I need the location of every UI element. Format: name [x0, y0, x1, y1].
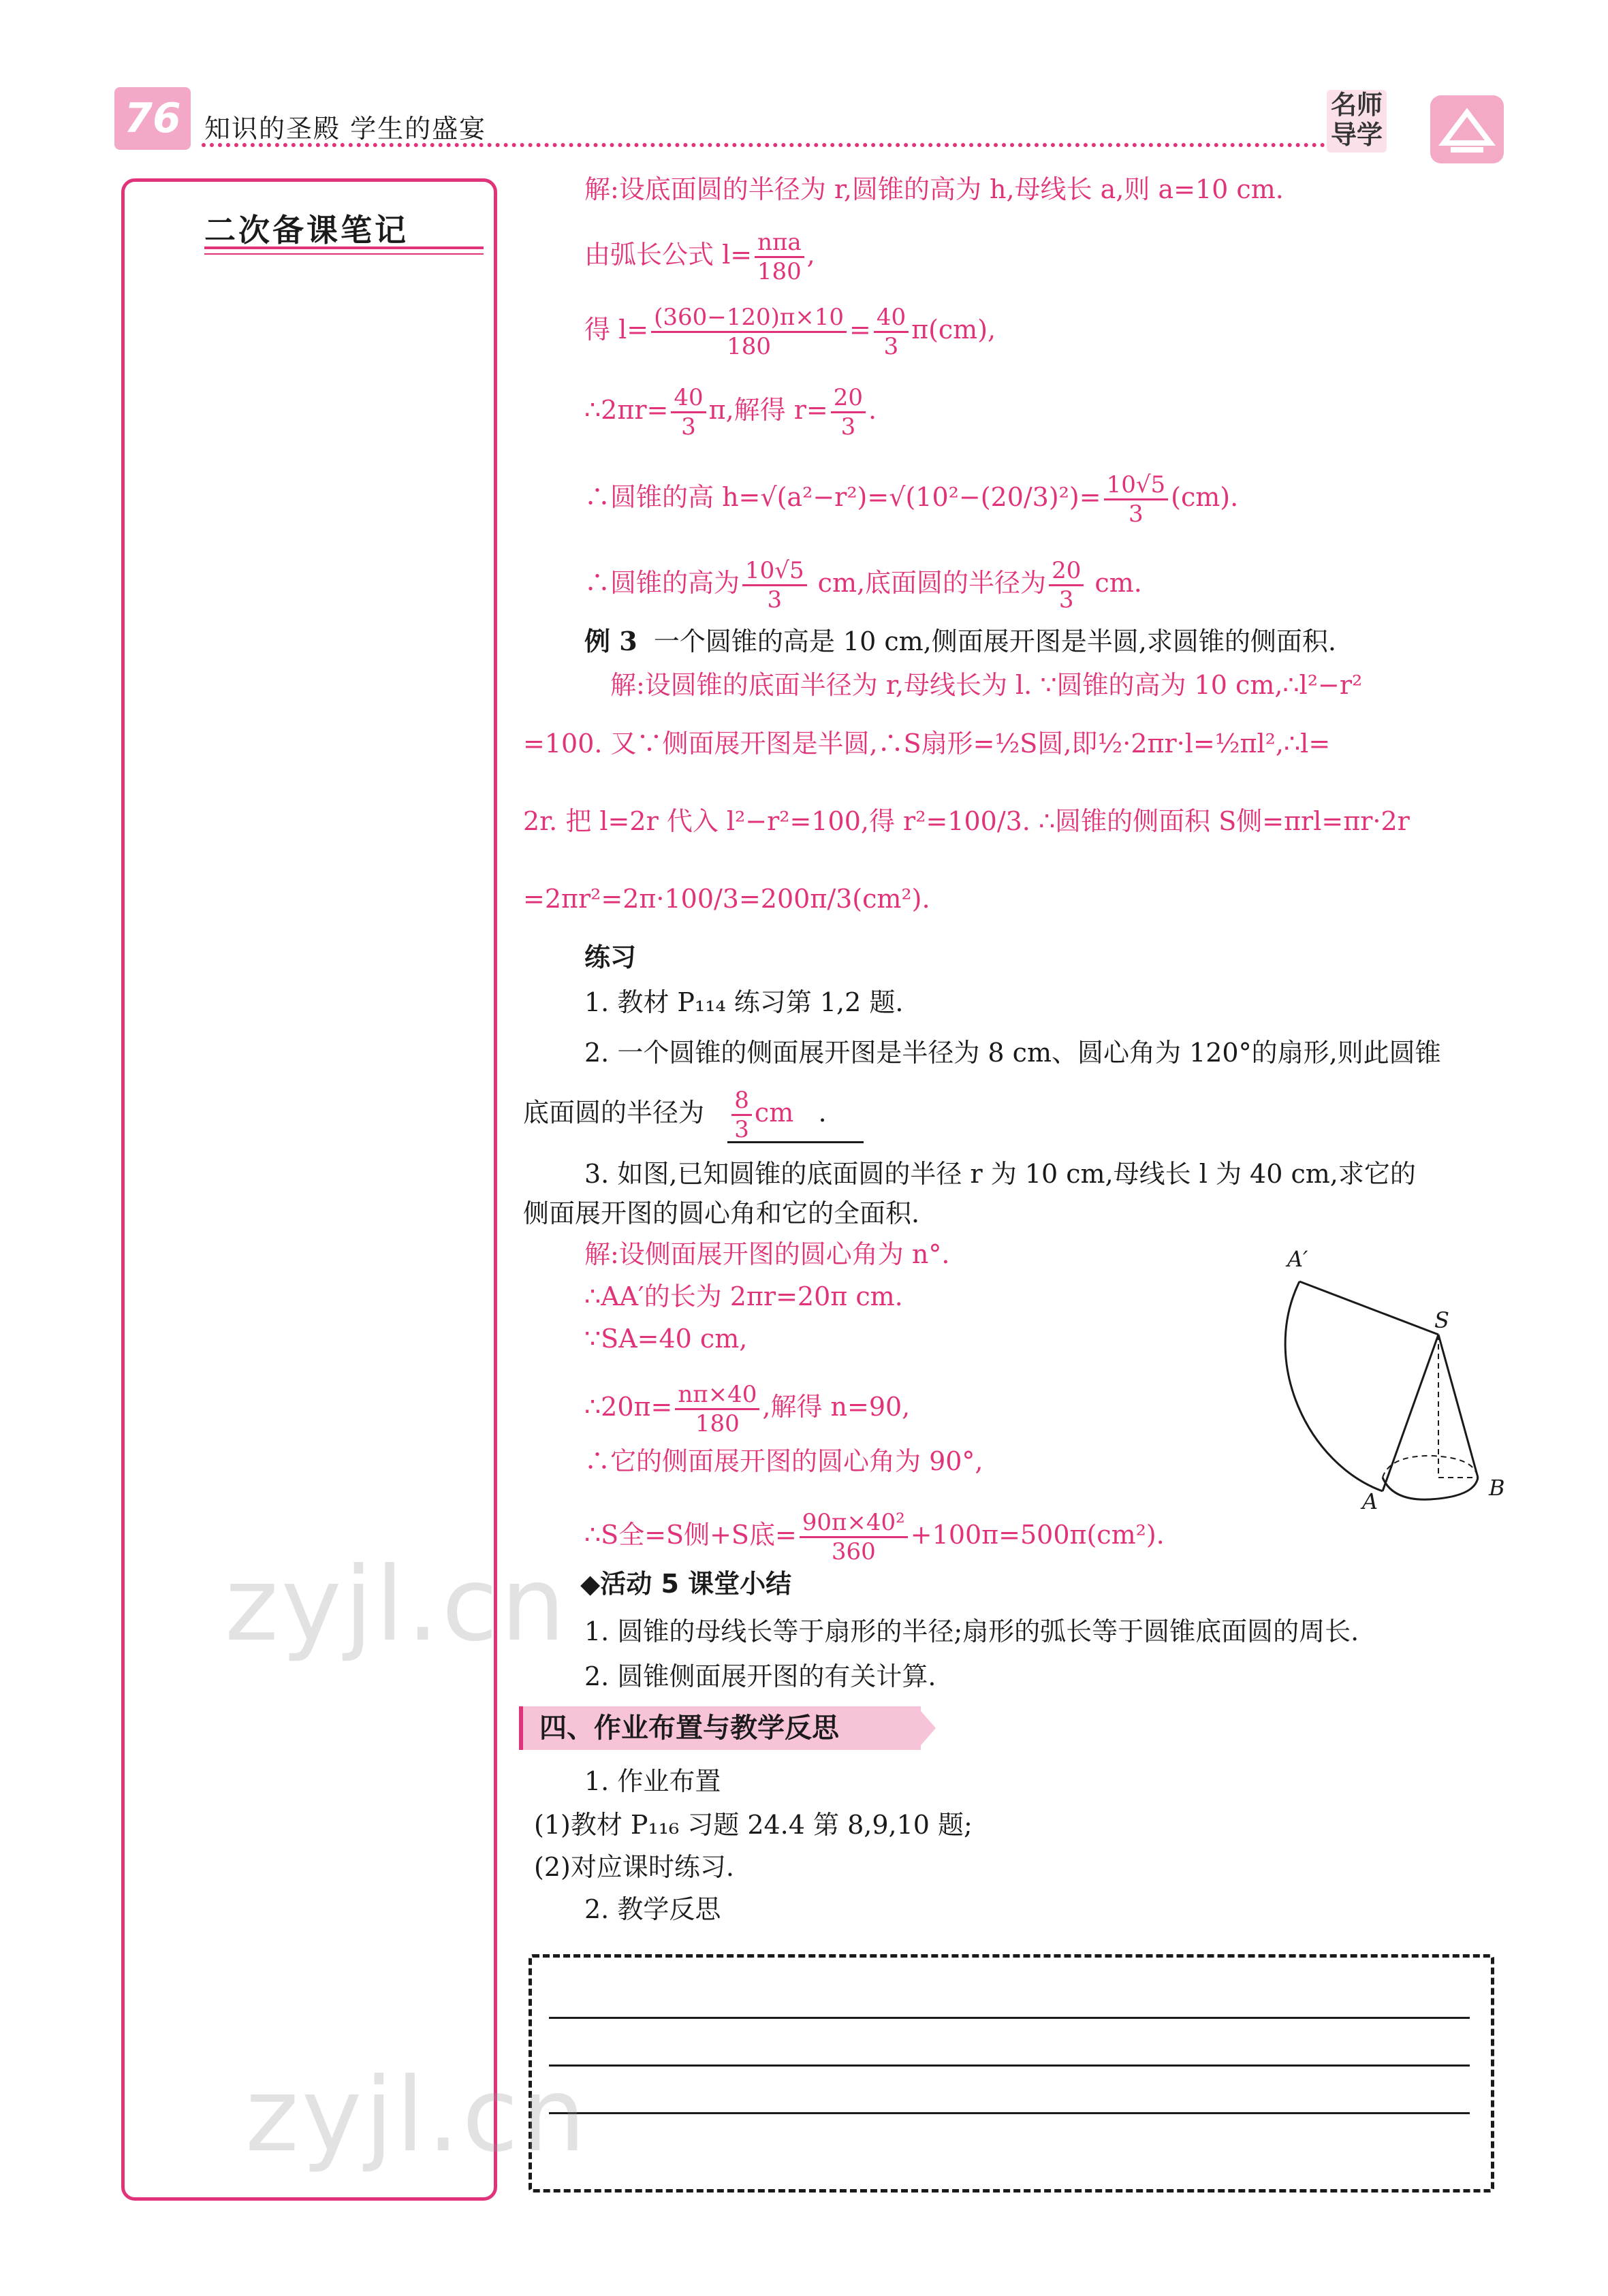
practice-solution-line: ∴AA′的长为 2πr=20π cm. — [584, 1281, 903, 1311]
homework-item: 1. 作业布置 — [584, 1766, 721, 1796]
label-b: B — [1489, 1475, 1505, 1501]
practice-item: 侧面展开图的圆心角和它的全面积. — [523, 1198, 920, 1228]
answer-fraction: $\frac{8}{3}$ — [731, 1087, 752, 1143]
solution-line: 由弧长公式 l= $\frac{\text{nπa}}{180}$ , — [584, 229, 815, 285]
activity-item: 2. 圆锥侧面展开图的有关计算. — [584, 1661, 936, 1691]
watermark: zyjl.cn — [245, 2056, 589, 2175]
header-slogan: 知识的圣殿 学生的盛宴 — [204, 114, 487, 144]
watermark: zyjl.cn — [225, 1546, 569, 1664]
reflection-line — [549, 2112, 1470, 2114]
solution-line: 解:设底面圆的半径为 r,圆锥的高为 h,母线长 a,则 a=10 cm. — [584, 174, 1284, 204]
reflection-title: 2. 教学反思 — [584, 1894, 721, 1924]
practice-item: 2. 一个圆锥的侧面展开图是半径为 8 cm、圆心角为 120°的扇形,则此圆锥 — [584, 1038, 1441, 1068]
homework-item: (1)教材 P₁₁₆ 习题 24.4 第 8,9,10 题; — [534, 1810, 973, 1840]
section-heading: 四、作业布置与教学反思 — [519, 1706, 921, 1750]
notes-sidebar — [121, 178, 497, 2201]
solution-line: 得 l= $\frac{(360-120)\pi\times 10}{180}$ = $\frac{40}{3}$ π(cm), — [584, 304, 996, 360]
answer-blank-line — [727, 1141, 864, 1143]
practice-solution-line: ∴20π= $\frac{n\pi\times 40}{180}$ ,解得 n=90, — [584, 1381, 911, 1437]
practice-title: 练习 — [584, 942, 637, 972]
solution-line: ∴圆锥的高为 $\frac{10√5}{3}$ cm,底面圆的半径为 $\frac{20}{3}$ cm. — [584, 557, 1142, 613]
header-divider — [202, 143, 1325, 147]
example-solution-line: 解:设圆锥的底面半径为 r,母线长为 l. ∵圆锥的高为 10 cm,∴l²−r² — [610, 670, 1363, 700]
label-a: A — [1362, 1488, 1378, 1514]
sidebar-title: 二次备课笔记 — [204, 212, 409, 249]
activity-item: 1. 圆锥的母线长等于扇形的半径;扇形的弧长等于圆锥底面圆的周长. — [584, 1616, 1359, 1646]
solution-line: ∴2πr= $\frac{40}{3}$ π,解得 r= $\frac{20}{3}$ . — [584, 384, 877, 441]
practice-solution-line: ∴它的侧面展开图的圆心角为 90°, — [584, 1446, 983, 1476]
practice-solution-line: ∵SA=40 cm, — [584, 1324, 748, 1354]
brand-icon — [1430, 95, 1504, 163]
cone-slant-right — [1438, 1335, 1478, 1478]
cone-unfolding-figure — [1280, 1239, 1512, 1525]
page-number: 76 — [114, 87, 191, 150]
reflection-line — [549, 2064, 1470, 2067]
homework-item: (2)对应课时练习. — [534, 1852, 734, 1882]
label-a-prime: A′ — [1287, 1246, 1308, 1272]
cone-slant-left — [1383, 1335, 1438, 1491]
sidebar-title-rule — [204, 246, 484, 249]
cone-base-front — [1383, 1478, 1478, 1499]
brand-logo — [1327, 90, 1387, 153]
practice-item: 1. 教材 P₁₁₄ 练习第 1,2 题. — [584, 987, 904, 1017]
practice-solution-line: ∴S全=S侧+S底= $\frac{\text{90π×40²}}{360}$ +100π=500π(cm²). — [584, 1509, 1165, 1565]
label-s: S — [1434, 1307, 1449, 1333]
practice-solution-line: 解:设侧面展开图的圆心角为 n°. — [584, 1239, 950, 1269]
example-solution-line: =100. 又∵侧面展开图是半圆,∴S扇形=½S圆,即½·2πr·l=½πl²,∴l= — [523, 729, 1331, 759]
sector-arc — [1285, 1281, 1383, 1491]
sector-edge-top — [1299, 1281, 1438, 1335]
reflection-line — [549, 2017, 1470, 2019]
sidebar-title-rule-thin — [204, 253, 484, 255]
example-solution-line: =2πr²=2π·100/3=200π/3(cm²). — [523, 884, 930, 914]
example-label: 例 3 — [584, 626, 637, 656]
cone-base-back — [1383, 1456, 1478, 1478]
reflection-box — [529, 1954, 1494, 2193]
logo-text-bottom: 导学 — [1330, 120, 1383, 150]
example-solution-line: 2r. 把 l=2r 代入 l²−r²=100,得 r²=100/3. ∴圆锥的侧面积 S侧=πrl=πr·2r — [523, 806, 1410, 836]
practice-item: 3. 如图,已知圆锥的底面圆的半径 r 为 10 cm,母线长 l 为 40 cm,求它的 — [584, 1159, 1416, 1189]
logo-text-top: 名师 — [1330, 90, 1383, 120]
solution-line: ∴圆锥的高 h=√(a²−r²)=√(10²−(20/3)²)= $\frac{10√5}{3}$ (cm). — [584, 471, 1239, 528]
section-heading-arrow — [917, 1706, 936, 1750]
activity-title: ◆活动 5 课堂小结 — [580, 1569, 792, 1599]
practice-item: 底面圆的半径为 $\frac{8}{3}$ cm . — [523, 1087, 827, 1143]
example-question: 例 3 一个圆锥的高是 10 cm,侧面展开图是半圆,求圆锥的侧面积. — [584, 626, 1336, 656]
